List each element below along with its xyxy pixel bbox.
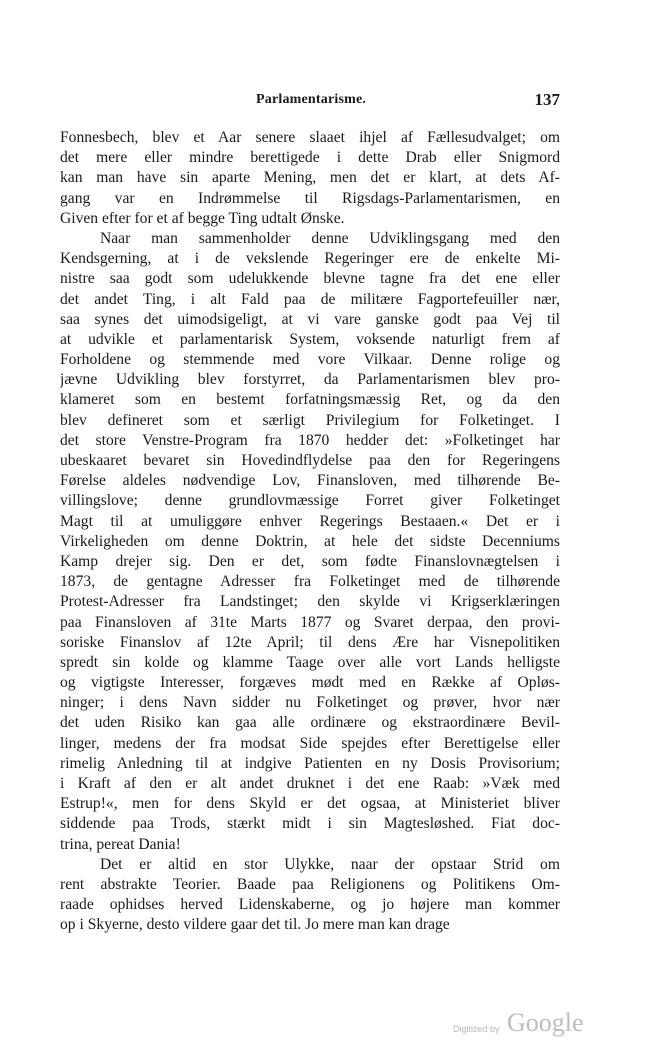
text-line: jævne Udvikling blev forstyrret, da Parlamentarismen blev pro- bbox=[60, 371, 560, 389]
text-line: i Kraft af den er alt andet druknet i det ene Raab: »Væk med bbox=[60, 775, 560, 792]
text-line: Virkeligheden om denne Doktrin, at hele det sidste Decenniums bbox=[60, 532, 560, 550]
text-line: Naar man sammenholder denne Udviklingsgang med den bbox=[100, 229, 560, 247]
text-line: Protest-Adresser fra Landstinget; den skylde vi Krigserklæringen bbox=[60, 593, 560, 611]
paragraph bbox=[60, 229, 560, 855]
paragraph bbox=[60, 855, 560, 936]
text-line: trina, pereat Dania! bbox=[60, 835, 181, 853]
text-line: Fonnesbech, blev et Aar senere slaaet ihjel af Fællesudvalget; om bbox=[60, 129, 560, 146]
text-line: Kendsgerning, at i de vekslende Regeringer ere de enkelte Mi- bbox=[60, 250, 560, 268]
text-line: saa synes det uimodsigeligt, at vi vare ganske godt paa Vej til bbox=[60, 310, 560, 328]
text-line: raade ophidses herved Lidenskaberne, og jo højere man kommer bbox=[60, 896, 560, 914]
text-line: spredt sin kolde og klamme Taage over alle vort Lands helligste bbox=[60, 653, 560, 671]
watermark-brand: Google bbox=[507, 1008, 584, 1037]
text-line: villingslove; denne grundlovmæssige Forret giver Folketinget bbox=[60, 492, 560, 510]
page-number: 137 bbox=[534, 90, 560, 109]
text-line: gang var en Indrømmelse til Rigsdags-Parlamentarismen, en bbox=[60, 189, 560, 207]
text-line: 1873, de gentagne Adresser fra Folketinget med de tilhørende bbox=[60, 573, 560, 591]
text-line: rimelig Anledning til at indgive Patienten en ny Dosis Provisorium; bbox=[60, 754, 560, 772]
digitized-by-google-watermark bbox=[453, 1008, 593, 1038]
text-line: ubeskaaret bevaret sin Hovedindflydelse paa den for Regeringens bbox=[60, 452, 560, 469]
text-line: siddende paa Trods, stærkt midt i sin Magtesløshed. Fiat doc- bbox=[60, 815, 560, 833]
running-head: Parlamentarisme. bbox=[256, 92, 367, 107]
text-line: blev defineret som et særligt Privilegium for Folketinget. I bbox=[60, 411, 560, 429]
text-line: Magt til at umuliggøre enhver Regerings Bestaaen.« Det er i bbox=[60, 512, 560, 530]
text-line: ninger; i dens Navn sidder nu Folketinget og prøver, hvor nær bbox=[60, 694, 560, 712]
text-line: Førelse aldeles nødvendige Lov, Finansloven, med tilhørende Be- bbox=[60, 472, 560, 490]
text-line: paa Finansloven af 31te Marts 1877 og Svaret derpaa, den provi- bbox=[60, 613, 560, 631]
paragraph bbox=[60, 128, 560, 229]
text-line: nistre saa godt som udelukkende blevne tagne fra det ene eller bbox=[60, 270, 560, 288]
text-line: Kamp drejer sig. Den er det, som fødte Finanslovnægtelsen i bbox=[60, 552, 560, 570]
body-text bbox=[60, 128, 560, 936]
text-line: Det er altid en stor Ulykke, naar der opstaar Strid om bbox=[100, 855, 560, 873]
text-line: Given efter for et af begge Ting udtalt Ønske. bbox=[60, 209, 345, 227]
text-line: det mere eller mindre berettigede i dette Drab eller Snigmord bbox=[60, 149, 560, 167]
text-line: det andet Ting, i alt Fald paa de militære Fagportefeuiller nær, bbox=[60, 290, 560, 308]
text-line: klameret som en bestemt forfatningsmæssig Ret, og da den bbox=[60, 391, 560, 409]
text-line: at udvikle et parlamentarisk System, voksende naturligt frem af bbox=[60, 330, 560, 348]
text-line: soriske Finanslov af 12te April; til dens Ære har Visnepolitiken bbox=[60, 633, 560, 651]
text-line: kan man have sin aparte Mening, men det er klart, at dets Af- bbox=[60, 169, 560, 187]
text-line: Estrup!«, men for dens Skyld er det ogsaa, at Ministeriet bliver bbox=[60, 795, 560, 813]
watermark-prefix: Digitized by bbox=[453, 1024, 500, 1034]
text-line: op i Skyerne, desto vildere gaar det til. Jo mere man kan drage bbox=[60, 916, 450, 934]
text-line: det store Venstre-Program fra 1870 hedder det: »Folketinget har bbox=[60, 431, 560, 449]
text-line: linger, medens der fra modsat Side spejdes efter Berettigelse eller bbox=[60, 734, 560, 752]
text-line: rent abstrakte Teorier. Baade paa Religionens og Politikens Om- bbox=[60, 875, 560, 893]
text-line: det uden Risiko kan gaa alle ordinære og ekstraordinære Bevil- bbox=[60, 714, 560, 732]
text-line: og vigtigste Interesser, forgæves mødt med en Række af Opløs- bbox=[60, 674, 560, 692]
page-header bbox=[60, 90, 560, 114]
text-line: Forholdene og stemmende med vore Vilkaar. Denne rolige og bbox=[60, 351, 560, 369]
